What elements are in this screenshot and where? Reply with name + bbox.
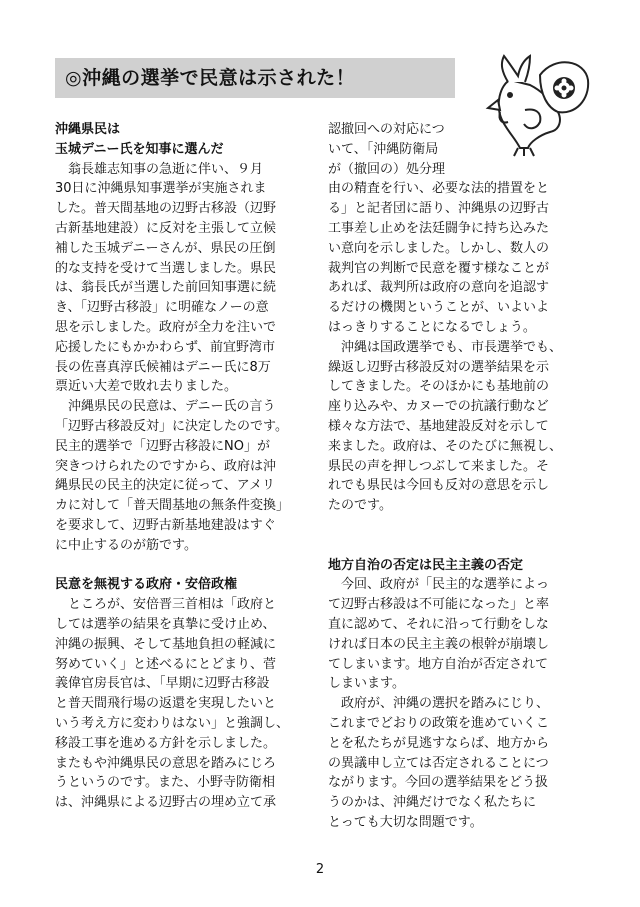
text-line: 古新基地建設）に反対を主張して立候 bbox=[55, 220, 277, 236]
text-line: は、沖縄県による辺野古の埋め立て承 bbox=[55, 795, 277, 811]
article-title: ◎沖縄の選挙で民意は示された！ bbox=[65, 67, 356, 89]
text-line: れでも県民は今回も反対の意思を示し bbox=[328, 478, 550, 494]
text-line: しては選挙の結果を真摯に受け止め、 bbox=[55, 616, 276, 632]
text-line: てしまいます。地方自治が否定されて bbox=[328, 656, 548, 672]
text-line: いて、「沖縄防衛局 bbox=[328, 141, 439, 157]
text-line: 座り込みや、カヌーでの抗議行動など bbox=[328, 399, 549, 415]
text-line: 来ました。政府は、そのたびに無視し、 bbox=[328, 438, 563, 454]
text-line: 今回、政府が「民主的な選挙によっ bbox=[328, 577, 550, 593]
text-line: は、翁長氏が当選した前回知事選に続 bbox=[55, 280, 277, 296]
text-line: 工事差し止めを法廷闘争に持ち込みた bbox=[328, 220, 550, 236]
text-line: はっきりすることになるでしょう。 bbox=[328, 319, 536, 335]
text-line: が（撤回の）処分理 bbox=[328, 161, 446, 177]
text-line: した。普天間基地の辺野古移設（辺野 bbox=[55, 201, 277, 217]
text-line: しまいます。 bbox=[328, 676, 405, 692]
text-line: 繰返し辺野古移設反対の選挙結果を示 bbox=[328, 359, 550, 375]
text-line: 長の佐喜真淳氏候補はデニー氏に8万 bbox=[55, 359, 271, 375]
section-heading: 民意を無視する政府・安倍政権 bbox=[55, 577, 238, 593]
article-title-bar bbox=[55, 58, 455, 98]
text-line: 票近い大差で敗れ去りました。 bbox=[55, 379, 238, 395]
text-line: 翁長雄志知事の急逝に伴い、９月 bbox=[55, 161, 264, 177]
text-line: ければ日本の民主主義の根幹が崩壊し bbox=[328, 636, 550, 652]
text-line: 努めていく」と述べるにとどまり、菅 bbox=[55, 656, 277, 672]
text-line: あれば、裁判所は政府の意向を追認す bbox=[328, 280, 550, 296]
text-line: と普天間飛行場の返還を実現したいと bbox=[55, 696, 277, 712]
text-line: ながります。今回の選挙結果をどう扱 bbox=[328, 775, 548, 791]
section-heading: 玉城デニー氏を知事に選んだ bbox=[55, 141, 224, 157]
text-line: 「辺野古移設反対」に決定したのです。 bbox=[55, 418, 288, 434]
text-line: とっても大切な問題です。 bbox=[328, 814, 483, 830]
text-line: 30日に沖縄県知事選挙が実施されま bbox=[55, 181, 267, 197]
column-spacer bbox=[328, 536, 586, 556]
text-line: るだけの機関ということが、いよいよ bbox=[328, 300, 550, 316]
text-line: 移設工事を進める方針を示しました。 bbox=[55, 735, 277, 751]
text-line: 補した玉城デニーさんが、県民の圧倒 bbox=[55, 240, 276, 256]
text-line: 応援したにもかかわらず、前宜野湾市 bbox=[55, 339, 275, 355]
right-column bbox=[328, 120, 586, 833]
section-heading: 地方自治の否定は民主主義の否定 bbox=[328, 557, 524, 573]
text-line: て辺野古移設は不可能になった」と率 bbox=[328, 597, 550, 613]
text-line: き、「辺野古移設」に明確なノーの意 bbox=[55, 300, 269, 316]
text-line: 義偉官房長官は、「早期に辺野古移設 bbox=[55, 676, 270, 692]
text-line: 様々な方法で、基地建設反対を示して bbox=[328, 418, 549, 434]
text-line: に中止するのが筋です。 bbox=[55, 537, 197, 553]
text-line: いう考え方に変わりはない」と強調し、 bbox=[55, 715, 290, 731]
text-line: うというのです。また、小野寺防衛相 bbox=[55, 775, 275, 791]
text-line: これまでどおりの政策を進めていくこ bbox=[328, 715, 550, 731]
column-spacer bbox=[55, 556, 317, 576]
text-line: とを私たちが見逃すならば、地方から bbox=[328, 735, 550, 751]
text-line: 沖縄県民の民意は、デニー氏の言う bbox=[55, 399, 276, 415]
text-line: 縄県民の民主的決定に従って、アメリ bbox=[55, 478, 275, 494]
text-line: 突きつけられたのですから、政府は沖 bbox=[55, 458, 277, 474]
text-line: 沖縄は国政選挙でも、市長選挙でも、 bbox=[328, 339, 563, 355]
text-line: る」と記者団に語り、沖縄県の辺野古 bbox=[328, 201, 550, 217]
text-line: の異議申し立ては否定されることにつ bbox=[328, 755, 549, 771]
text-line: 由の精査を行い、必要な法的措置をと bbox=[328, 181, 550, 197]
column-spacer bbox=[328, 516, 586, 536]
text-line: 沖縄の振興、そして基地負担の軽減に bbox=[55, 636, 277, 652]
text-line: を要求して、辺野古新基地建設はすぐ bbox=[55, 517, 276, 533]
text-line: い意向を示しました。しかし、数人の bbox=[328, 240, 550, 256]
text-line: してきました。そのほかにも基地前の bbox=[328, 379, 550, 395]
text-line: たのです。 bbox=[328, 498, 392, 514]
text-line: またもや沖縄県民の意思を踏みにじろ bbox=[55, 755, 277, 771]
text-line: 的な支持を受けて当選しました。県民 bbox=[55, 260, 277, 276]
text-line: カに対して「普天間基地の無条件変換」 bbox=[55, 498, 290, 514]
page-number: 2 bbox=[315, 862, 325, 877]
text-line: 政府が、沖縄の選択を踏みにじり、 bbox=[328, 696, 550, 712]
text-line: 民主的選挙で「辺野古移設にNO」が bbox=[55, 438, 270, 454]
text-line: 認撤回への対応につ bbox=[328, 122, 445, 137]
text-line: 県民の声を押しつぶして来ました。そ bbox=[328, 458, 550, 474]
text-line: 思を示しました。政府が全力を注いで bbox=[55, 319, 277, 335]
text-line: 裁判官の判断で民意を覆す様なことが bbox=[328, 260, 550, 276]
text-line: ところが、安倍晋三首相は「政府と bbox=[55, 597, 277, 613]
text-line: うのかは、沖縄だけでなく私たちに bbox=[328, 795, 537, 811]
text-line: 直に認めて、それに沿って行動をしな bbox=[328, 616, 549, 632]
section-heading: 沖縄県民は bbox=[55, 122, 121, 137]
left-column bbox=[55, 120, 317, 813]
